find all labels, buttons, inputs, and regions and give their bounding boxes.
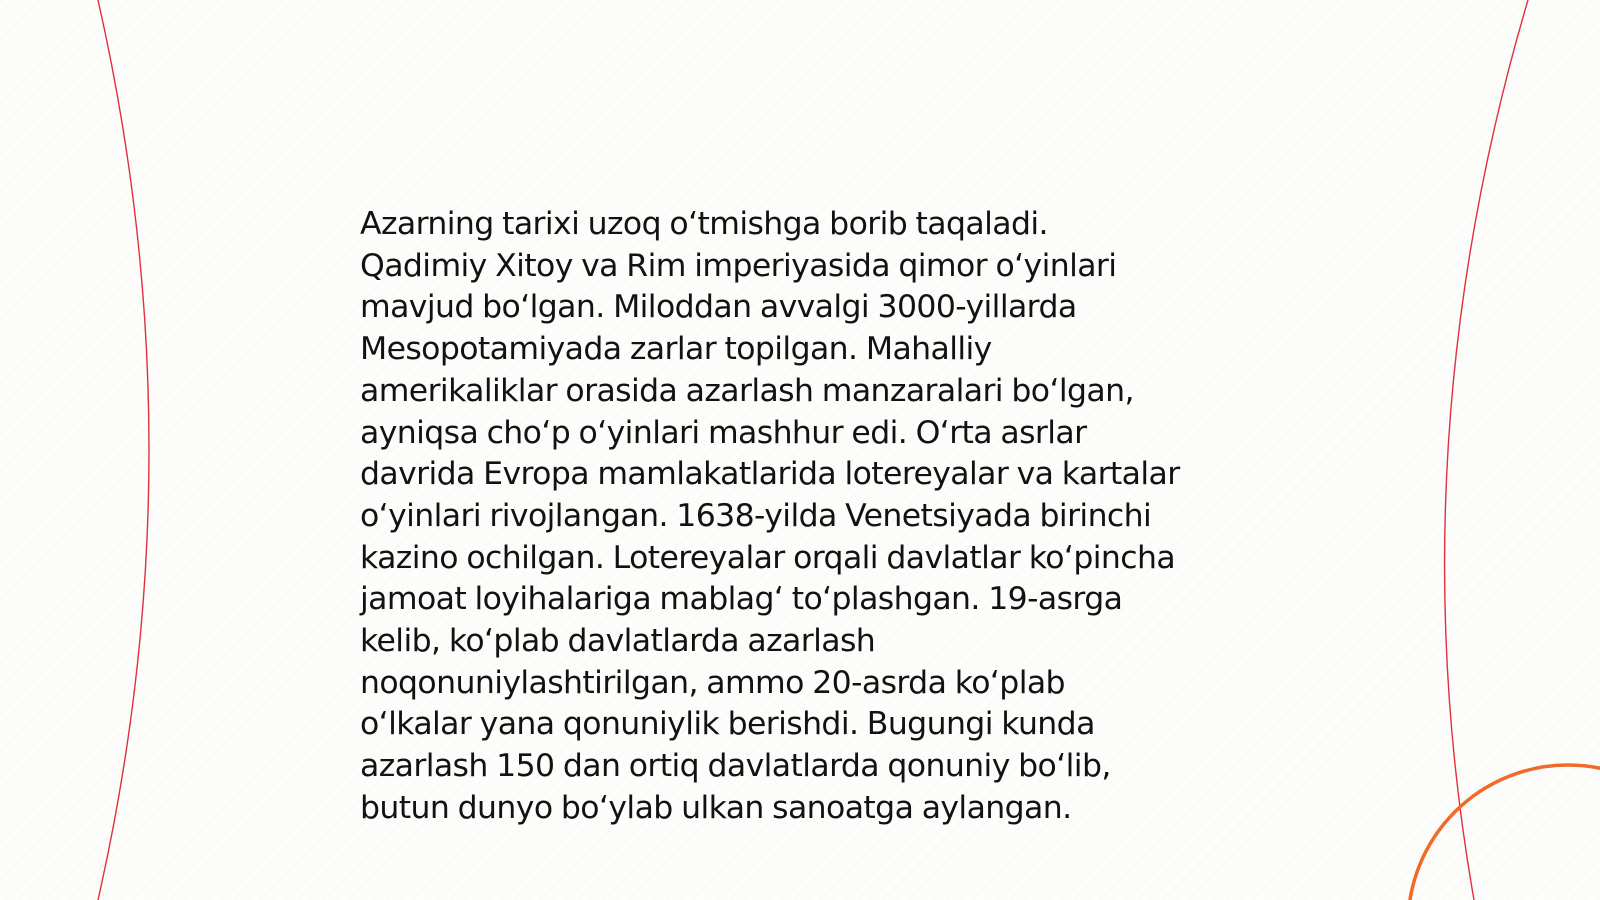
paragraph-line: o‘lkalar yana qonuniylik berishdi. Bugungi kunda xyxy=(360,706,1095,743)
body-paragraph xyxy=(360,204,1240,830)
orange-arc xyxy=(1408,765,1600,900)
paragraph-line: o‘yinlari rivojlangan. 1638-yilda Venetsiyada birinchi xyxy=(360,497,1152,534)
paragraph-line: mavjud bo‘lgan. Miloddan avvalgi 3000-yillarda xyxy=(360,289,1077,326)
paragraph-line: kelib, ko‘plab davlatlarda azarlash xyxy=(360,623,876,660)
paragraph-line: kazino ochilgan. Lotereyalar orqali davlatlar ko‘pincha xyxy=(360,539,1176,576)
paragraph-line: azarlash 150 dan ortiq davlatlarda qonuniy bo‘lib, xyxy=(360,748,1111,785)
paragraph-line: amerikaliklar orasida azarlash manzaralari bo‘lgan, xyxy=(360,372,1134,409)
paragraph-line: Azarning tarixi uzoq o‘tmishga borib taqaladi. xyxy=(360,206,1048,242)
paragraph-line: davrida Evropa mamlakatlarida lotereyalar va kartalar xyxy=(360,456,1180,493)
paragraph-line: Mesopotamiyada zarlar topilgan. Mahalliy xyxy=(360,331,992,368)
right-curve-line xyxy=(1445,0,1528,900)
left-curve-line xyxy=(98,0,149,900)
paragraph-line: noqonuniylashtirilgan, ammo 20-asrda ko‘plab xyxy=(360,664,1065,701)
paragraph-line: jamoat loyihalariga mablag‘ to‘plashgan. 19-asrga xyxy=(360,581,1123,618)
paragraph-line: ayniqsa cho‘p o‘yinlari mashhur edi. O‘rta asrlar xyxy=(360,414,1087,451)
paragraph-line: butun dunyo bo‘ylab ulkan sanoatga aylangan. xyxy=(360,789,1072,826)
paragraph-line: Qadimiy Xitoy va Rim imperiyasida qimor o‘yinlari xyxy=(360,247,1117,284)
